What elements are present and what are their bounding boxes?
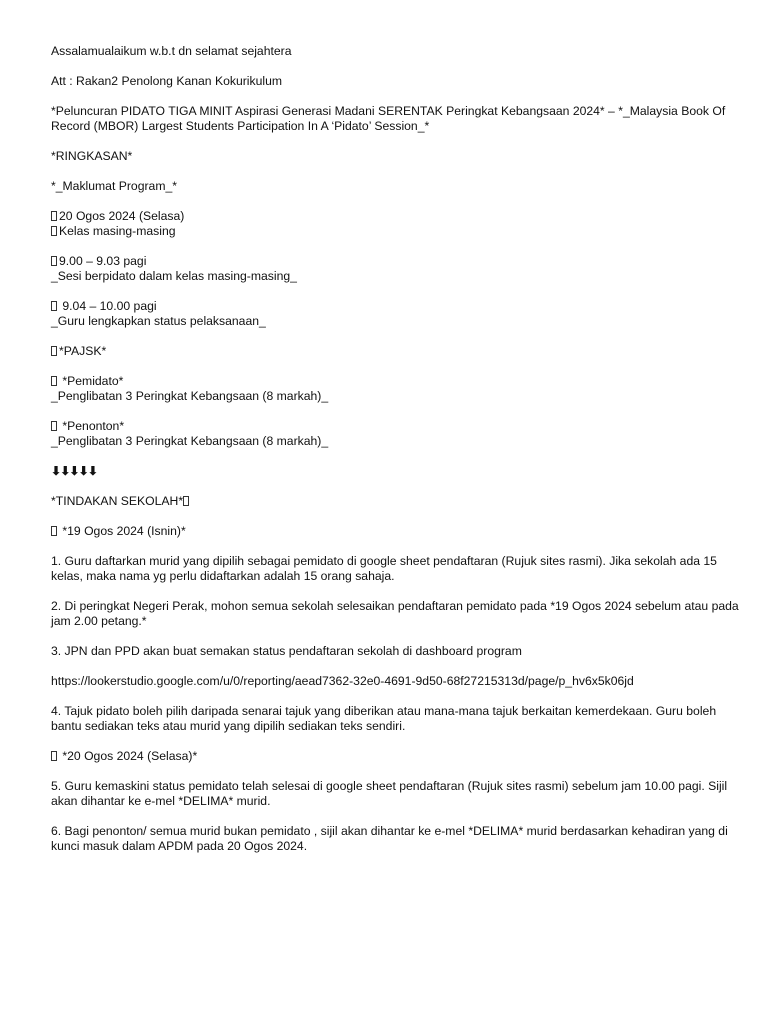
clock-icon xyxy=(51,301,57,311)
clock-icon xyxy=(51,256,57,266)
emoji-icon xyxy=(183,496,189,506)
session-1 xyxy=(51,254,741,284)
school-action-heading-line xyxy=(51,494,741,509)
session-1-time: 9.00 – 9.03 pagi xyxy=(59,254,147,268)
list-item: 5. Guru kemaskini status pemidato telah selesai di google sheet pendaftaran (Rujuk sites rasmi) sebelum jam 10.00 pagi. Sijil akan dihantar ke e-mel *DELIMA* murid. xyxy=(51,779,728,808)
greeting: Assalamualaikum w.b.t dn selamat sejahtera xyxy=(51,44,292,58)
program-venue: Kelas masing-masing xyxy=(59,224,176,238)
day1-heading-line xyxy=(51,524,741,539)
emoji-icon xyxy=(51,376,57,386)
emoji-icon xyxy=(51,421,57,431)
pajsk-heading: *PAJSK* xyxy=(59,344,107,358)
session-1-time-line xyxy=(51,254,741,269)
down-arrows-icon: ⬇⬇⬇⬇⬇ xyxy=(51,464,98,478)
pajsk-speaker xyxy=(51,374,741,404)
intro-paragraph: *Peluncuran PIDATO TIGA MINIT Aspirasi Generasi Madani SERENTAK Peringkat Kebangsaan 2024* – *_Malaysia Book Of Record (MBOR) Largest Students Participation In A ‘Pidato’ Session_* xyxy=(51,104,726,133)
pajsk-heading-line xyxy=(51,344,741,359)
session-2 xyxy=(51,299,741,329)
day1-heading: *19 Ogos 2024 (Isnin)* xyxy=(59,524,186,538)
pajsk-audience xyxy=(51,419,741,449)
audience-label: *Penonton* xyxy=(59,419,125,433)
school-action-heading: *TINDAKAN SEKOLAH* xyxy=(51,494,184,508)
session-2-time-line xyxy=(51,299,741,314)
calendar-icon xyxy=(51,211,57,221)
session-2-desc: _Guru lengkapkan status pelaksanaan_ xyxy=(51,314,266,328)
attention-line: Att : Rakan2 Penolong Kanan Kokurikulum xyxy=(51,74,283,88)
audience-desc: _Penglibatan 3 Peringkat Kebangsaan (8 markah)_ xyxy=(51,434,329,448)
list-item: 1. Guru daftarkan murid yang dipilih sebagai pemidato di google sheet pendaftaran (Rujuk sites rasmi). Jika sekolah ada 15 kelas, maka nama yg perlu didaftarkan adalah 15 orang sahaja. xyxy=(51,554,717,583)
list-item: 4. Tajuk pidato boleh pilih daripada senarai tajuk yang diberikan atau mana-mana tajuk berkaitan kemerdekaan. Guru boleh bantu sediakan teks atau murid yang dipilih sediakan teks sendiri. xyxy=(51,704,717,733)
list-item: 3. JPN dan PPD akan buat semakan status pendaftaran sekolah di dashboard program xyxy=(51,644,522,658)
program-heading: *_Maklumat Program_* xyxy=(51,179,177,193)
list-item: 2. Di peringkat Negeri Perak, mohon semua sekolah selesaikan pendaftaran pemidato pada *19 Ogos 2024 sebelum atau pada jam 2.00 petang.* xyxy=(51,599,739,628)
day2-heading-line xyxy=(51,749,741,764)
document-body xyxy=(51,44,741,869)
program-venue-line xyxy=(51,224,741,239)
program-date: 20 Ogos 2024 (Selasa) xyxy=(59,209,185,223)
speaker-desc: _Penglibatan 3 Peringkat Kebangsaan (8 markah)_ xyxy=(51,389,329,403)
program-date-venue xyxy=(51,209,741,239)
session-1-desc: _Sesi berpidato dalam kelas masing-masing_ xyxy=(51,269,297,283)
speaker-label-line xyxy=(51,374,741,389)
list-item: 6. Bagi penonton/ semua murid bukan pemidato , sijil akan dihantar ke e-mel *DELIMA* murid berdasarkan kehadiran yang di kunci masuk dalam APDM pada 20 Ogos 2024. xyxy=(51,824,728,853)
dashboard-link[interactable]: https://lookerstudio.google.com/u/0/reporting/aead7362-32e0-4691-9d50-68f27215313d/page/p_hv6x5k06jd xyxy=(51,674,634,688)
location-icon xyxy=(51,226,57,236)
program-date-line xyxy=(51,209,741,224)
speaker-label: *Pemidato* xyxy=(59,374,124,388)
emoji-icon xyxy=(51,346,57,356)
calendar-icon xyxy=(51,751,57,761)
day2-heading: *20 Ogos 2024 (Selasa)* xyxy=(59,749,198,763)
session-2-time: 9.04 – 10.00 pagi xyxy=(59,299,157,313)
calendar-icon xyxy=(51,526,57,536)
summary-heading: *RINGKASAN* xyxy=(51,149,133,163)
audience-label-line xyxy=(51,419,741,434)
